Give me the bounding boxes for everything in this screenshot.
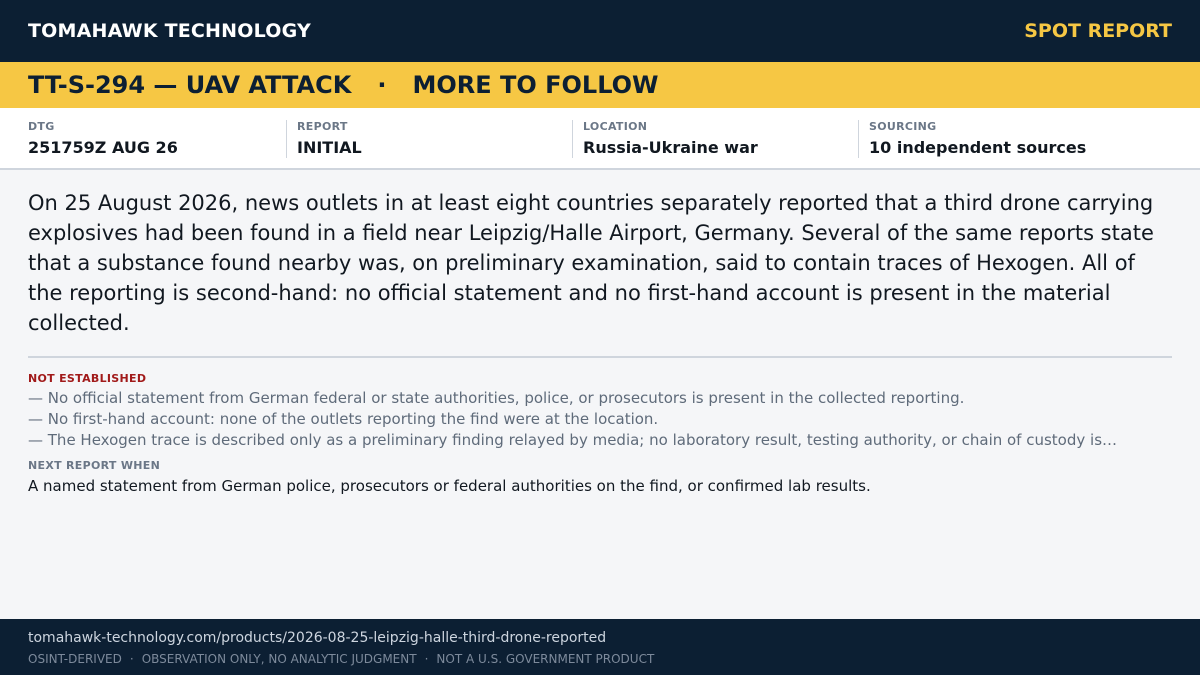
list-item: — No first-hand account: none of the outlets reporting the find were at the location.	[28, 410, 659, 428]
report-title: TT-S-294 — UAV ATTACK	[28, 71, 352, 99]
section-divider	[28, 356, 1172, 358]
meta-label: SOURCING	[869, 120, 937, 133]
report-summary: On 25 August 2026, news outlets in at least eight countries separately reported that a third drone carrying explosives had been found in a field near Leipzig/Halle Airport, Germany. Several of the same reports state that a substance found nearby was, on preliminary examination, said to contain traces of Hexogen. All of the reporting is second-hand: no official statement and no first-hand account is present in the material collected.	[28, 191, 1154, 335]
top-bar	[0, 0, 1200, 62]
meta-label: REPORT	[297, 120, 348, 133]
meta-location	[572, 108, 858, 168]
report-status: MORE TO FOLLOW	[412, 71, 659, 99]
meta-sourcing	[858, 108, 1144, 168]
footer-note: NOT A U.S. GOVERNMENT PRODUCT	[436, 652, 655, 666]
meta-dtg	[0, 108, 286, 168]
meta-value: 251759Z AUG 26	[28, 138, 178, 157]
footer-separator: ·	[424, 652, 429, 666]
meta-label: DTG	[28, 120, 55, 133]
meta-value: Russia-Ukraine war	[583, 138, 758, 157]
not-established-heading: NOT ESTABLISHED	[28, 372, 147, 385]
footer-url: tomahawk-technology.com/products/2026-08-25-leipzig-halle-third-drone-reported	[28, 630, 607, 646]
report-type-label: SPOT REPORT	[1024, 20, 1172, 42]
next-report-heading: NEXT REPORT WHEN	[28, 459, 161, 472]
footer-separator: ·	[129, 652, 134, 666]
footer-note: OBSERVATION ONLY, NO ANALYTIC JUDGMENT	[141, 652, 417, 666]
meta-value: 10 independent sources	[869, 138, 1087, 157]
meta-label: LOCATION	[583, 120, 648, 133]
list-item: — The Hexogen trace is described only as a preliminary finding relayed by media; no laboratory result, testing authority, or chain of custody is…	[28, 431, 1118, 449]
meta-strip	[0, 108, 1200, 170]
footer-note: OSINT-DERIVED	[28, 652, 122, 666]
footer-notes	[28, 651, 1172, 667]
brand-name: TOMAHAWK TECHNOLOGY	[28, 20, 311, 42]
not-established-list	[28, 388, 1172, 451]
meta-value: INITIAL	[297, 138, 362, 157]
footer	[0, 619, 1200, 675]
report-banner	[0, 62, 1200, 108]
list-item: — No official statement from German federal or state authorities, police, or prosecutors is present in the collected reporting.	[28, 389, 965, 407]
next-report-body: A named statement from German police, prosecutors or federal authorities on the find, or confirmed lab results.	[28, 477, 871, 495]
banner-separator: ·	[377, 71, 387, 99]
meta-report	[286, 108, 572, 168]
